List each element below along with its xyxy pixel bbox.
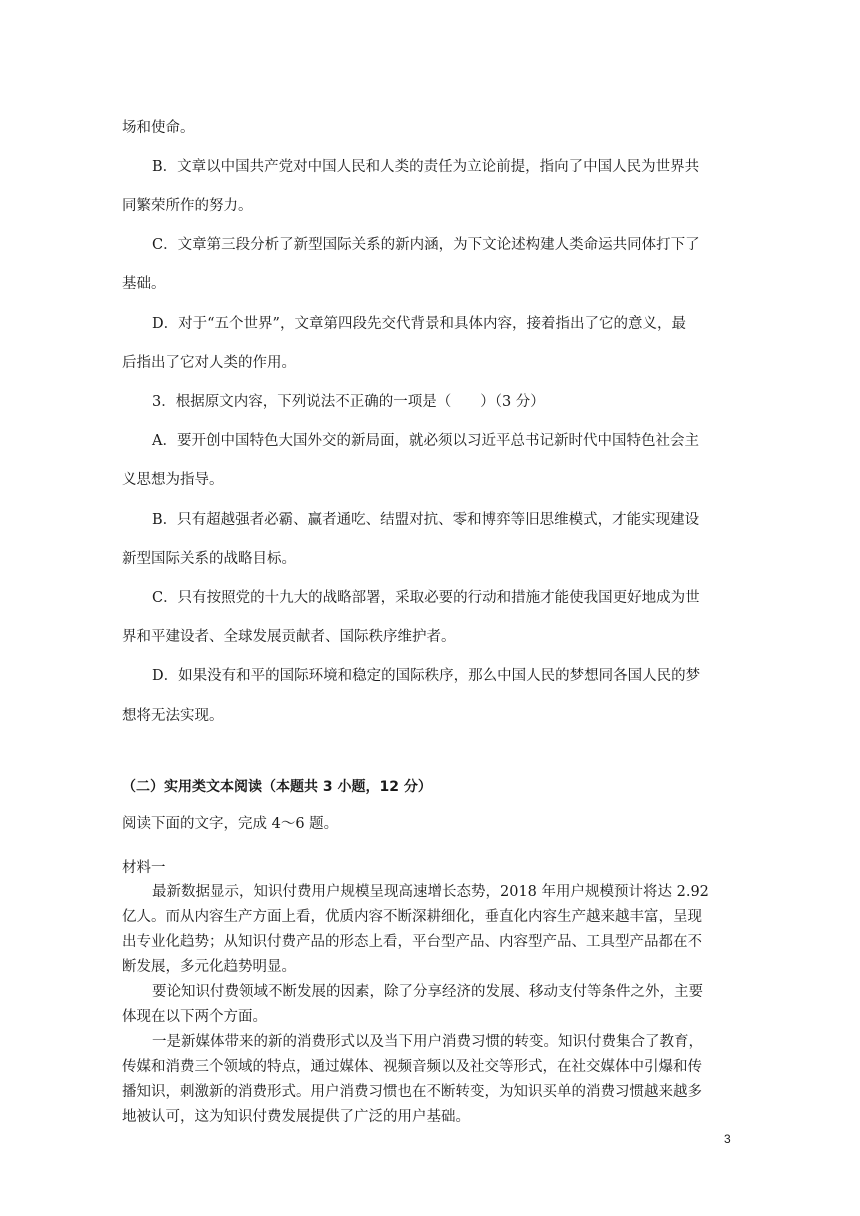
option-c-line: C．只有按照党的十九大的战略部署，采取必要的行动和措施才能使我国更好地成为世: [152, 590, 700, 606]
material-line: 断发展，多元化趋势明显。: [122, 959, 296, 975]
material-line: 要论知识付费领域不断发展的因素，除了分享经济的发展、移动支付等条件之外，主要: [152, 984, 703, 1000]
instruction: 阅读下面的文字，完成 4～6 题。: [122, 816, 339, 832]
material-line: 一是新媒体带来的新的消费形式以及当下用户消费习惯的转变。知识付费集合了教育，: [152, 1034, 703, 1050]
material-line: 最新数据显示，知识付费用户规模呈现高速增长态势，2018 年用户规模预计将达 2.92: [152, 884, 709, 900]
material-line: 播知识，刺激新的消费形式。用户消费习惯也在不断转变，为知识买单的消费习惯越来越多: [122, 1084, 702, 1100]
text-line: 想将无法实现。: [122, 708, 224, 724]
option-d-line: D．对于“五个世界”，文章第四段先交代背景和具体内容，接着指出了它的意义，最: [152, 316, 686, 332]
option-d-line: D．如果没有和平的国际环境和稳定的国际秩序，那么中国人民的梦想同各国人民的梦: [152, 668, 701, 684]
option-a-line: A．要开创中国特色大国外交的新局面，就必须以习近平总书记新时代中国特色社会主: [152, 433, 699, 449]
text-line: 界和平建设者、全球发展贡献者、国际秩序维护者。: [122, 629, 456, 645]
material-line: 地被认可，这为知识付费发展提供了广泛的用户基础。: [122, 1109, 470, 1125]
material-line: 亿人。而从内容生产方面上看，优质内容不断深耕细化，垂直化内容生产越来越丰富，呈现: [122, 909, 702, 925]
text-line: 义思想为指导。: [122, 472, 224, 488]
text-line: 新型国际关系的战略目标。: [122, 551, 296, 567]
text-line: 基础。: [122, 276, 166, 292]
material-line: 传媒和消费三个领域的特点，通过媒体、视频音频以及社交等形式，在社交媒体中引爆和传: [122, 1059, 702, 1075]
material-line: 体现在以下两个方面。: [122, 1009, 267, 1025]
text-line: 场和使命。: [122, 120, 195, 136]
text-line: 后指出了它对人类的作用。: [122, 355, 296, 371]
option-b-line: B．文章以中国共产党对中国人民和人类的责任为立论前提，指向了中国人民为世界共: [152, 159, 700, 175]
option-c-line: C．文章第三段分析了新型国际关系的新内涵，为下文论述构建人类命运共同体打下了: [152, 237, 700, 253]
material-label: 材料一: [122, 860, 166, 876]
section-title: （二）实用类文本阅读（本题共 3 小题，12 分）: [122, 779, 432, 795]
question-3: 3．根据原文内容，下列说法不正确的一项是（ ）（3 分）: [152, 394, 545, 410]
option-b-line: B．只有超越强者必霸、赢者通吃、结盟对抗、零和博弈等旧思维模式，才能实现建设: [152, 512, 700, 528]
text-line: 同繁荣所作的努力。: [122, 198, 253, 214]
material-line: 出专业化趋势；从知识付费产品的形态上看，平台型产品、内容型产品、工具型产品都在不: [122, 934, 702, 950]
page-number: 3: [724, 1132, 731, 1146]
